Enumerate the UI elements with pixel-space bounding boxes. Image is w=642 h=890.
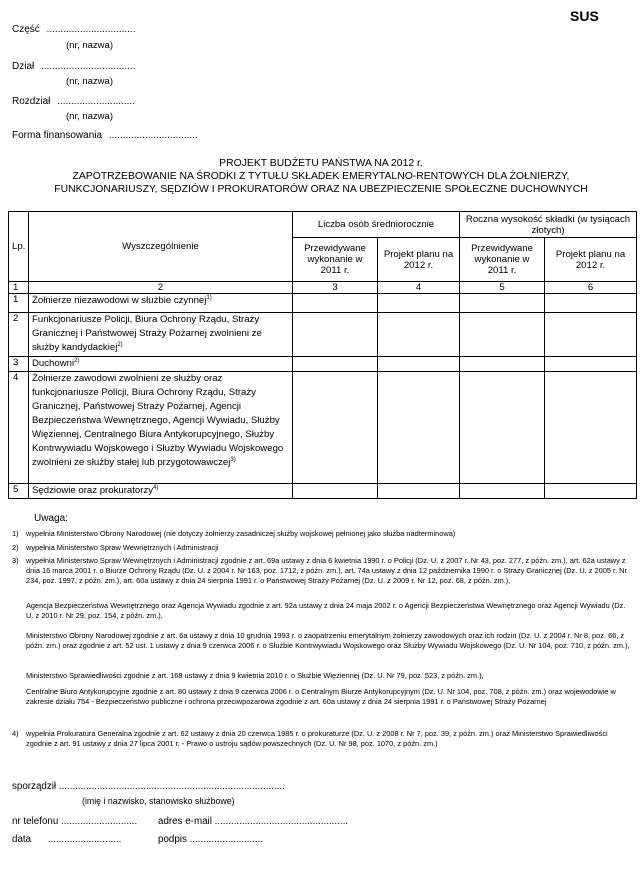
column-number: 5: [460, 282, 545, 294]
cell-input[interactable]: [545, 357, 637, 372]
prepared-label: sporządził: [12, 781, 57, 792]
footnote-mark: 2): [12, 543, 19, 552]
row-text: Duchowni: [32, 358, 75, 369]
cell-input[interactable]: [293, 294, 378, 313]
title-line: FUNKCJONARIUSZY, SĘDZIÓW I PROKURATORÓW ORAZ NA UBEZPIECZENIE SPOŁECZNE DUCHOWNYCH: [54, 184, 588, 195]
footnote-mark: 3): [12, 556, 19, 565]
header-plan-contribution: Projekt planu na 2012 r.: [545, 238, 637, 282]
table-row: [9, 484, 637, 499]
row-text: Sędziowie oraz prokuratorzy: [32, 485, 154, 496]
footnote-text: wypełnia Ministerstwo Obrony Narodowej (nie dotyczy żołnierzy zasadniczej służby wojskowej pełnionej jako służba nadterminowa): [26, 529, 456, 538]
footnote-text: Ministerstwo Obrony Narodowej zgodnie z art. 6a ustawy z dnia 10 grudnia 1993 r. o zaopatrzeniu emerytalnym żołnierzy zawodowych oraz ich rodzin (Dz. U. z 2004 r. Nr 8, poz. 66, z późn. zm.) oraz zgodnie z art. 52 ust. 1 ustawy z dnia 9 czerwca 2006 r. o Służbie Kontrwywiadu Wojskowego oraz Służby Wywiadu Wojskowego (Dz. U. Nr 104, poz. 710, z późn. zm.),: [26, 631, 630, 650]
row-text: Funkcjonariusze Policji, Biura Ochrony Rządu, Straży Granicznej i Państwowej Straży Pożarnej zwolnieni ze służby kandydackiej: [32, 314, 262, 353]
cell-input[interactable]: [460, 484, 545, 499]
table-row: [9, 372, 637, 484]
footnote-text: Centralne Biuro Antykorupcyjne zgodnie z art. 80 ustawy z dnia 9 czerwca 2006 r. o Centralnym Biurze Antykorupcyjnym (Dz. U. Nr 104, poz. 708, z późn. zm.) oraz wojewodowie w zakresie działu 754 - Bezpieczeństwo publiczne i ochrona przeciwpożarowa zgodnie z art. 60a ustawy z dnia 24 sierpnia 1991 r. o Państwowej Straży Pożarnej: [26, 687, 616, 706]
header-expected-persons: Przewidywane wykonanie w 2011 r.: [293, 238, 378, 282]
prepared-by-field[interactable]: [12, 781, 285, 792]
row-text: Żołnierze niezawodowi w służbie czynnej: [32, 295, 207, 306]
row-lp: 5: [9, 484, 29, 499]
row-description: [29, 484, 293, 499]
field-hint: (nr, nazwa): [66, 40, 113, 51]
footnote-text: Agencja Bezpieczeństwa Wewnętrznego oraz Agencja Wywiadu zgodnie z art. 92a ustawy z dnia 24 maja 2002 r. o Agencji Bezpieczeństwa Wewnętrznego oraz Agencji Wywiadu (Dz. U. z 2010 r. Nr 29, poz. 154, z późn. zm.),: [26, 601, 626, 620]
cell-input[interactable]: [378, 372, 460, 484]
signature-label: podpis: [158, 834, 187, 845]
field-dots: ................................: [46, 24, 136, 35]
row-lp: 3: [9, 357, 29, 372]
prepared-hint: (imię i nazwisko, stanowisko służbowe): [82, 796, 235, 806]
footnote-ref: 4): [153, 484, 159, 491]
cell-input[interactable]: [378, 357, 460, 372]
row-description: [29, 357, 293, 372]
table-row: [9, 357, 637, 372]
email-dots: .................................................: [214, 816, 349, 827]
cell-input[interactable]: [293, 484, 378, 499]
field-rozdzial[interactable]: [12, 96, 135, 107]
header-expected-contribution: Przewidywane wykonanie w 2011 r.: [460, 238, 545, 282]
cell-input[interactable]: [293, 357, 378, 372]
signature-field[interactable]: [158, 834, 263, 845]
title-line: PROJEKT BUDŻETU PAŃSTWA NA 2012 r.: [219, 158, 423, 169]
header-description: Wyszczególnienie: [29, 212, 293, 282]
phone-field[interactable]: [12, 816, 137, 827]
cell-input[interactable]: [378, 484, 460, 499]
title-line: ZAPOTRZEBOWANIE NA ŚRODKI Z TYTUŁU SKŁADEK EMERYTALNO-RENTOWYCH DLA ŻOŁNIERZY,: [72, 171, 570, 182]
footnote-text: wypełnia Ministerstwo Spraw Wewnętrznych i Administracji: [26, 543, 219, 552]
footnote-ref: 3): [230, 456, 236, 463]
field-dots: ..................................: [41, 61, 136, 72]
column-number: 2: [29, 282, 293, 294]
cell-input[interactable]: [545, 484, 637, 499]
row-lp: 1: [9, 294, 29, 313]
footnote-ref: 2): [74, 357, 80, 364]
footnote-text: wypełnia Ministerstwo Spraw Wewnętrznych i Administracji zgodnie z art. 69a ustawy z dnia 6 kwietnia 1990 r. o Policji (Dz. U. z 2007 r. Nr 43, poz. 277, z późn. zm.), art. 62a ustawy z dnia 16 marca 2001 r. o Biurze Ochrony Rządu (Dz. U. z 2004 r. Nr 163, poz. 1712, z późn. zm.), art. 74a ustawy z dnia 12 października 1990 r. o Straży Granicznej (Dz. U. z 2005 r. Nr 234, poz. 1997, z późn. zm.), art. 60a ustawy z dnia 24 sierpnia 1991 r. o Państwowej Straży Pożarnej (Dz. U. z 2009 r. Nr 12, poz. 68, z późn. zm.),: [26, 556, 627, 585]
cell-input[interactable]: [378, 313, 460, 357]
row-description: [29, 372, 293, 484]
cell-input[interactable]: [460, 357, 545, 372]
date-dots: ...........................: [47, 834, 122, 845]
cell-input[interactable]: [460, 313, 545, 357]
cell-input[interactable]: [460, 372, 545, 484]
field-label: Dział: [12, 61, 35, 72]
table-row: [9, 294, 637, 313]
footnote-ref: 1): [206, 294, 212, 301]
phone-dots: ............................: [61, 816, 138, 827]
header-plan-persons: Projekt planu na 2012 r.: [378, 238, 460, 282]
date-field[interactable]: [12, 834, 121, 845]
column-number: 1: [9, 282, 29, 294]
header-contribution: Roczna wysokość składki (w tysiącach złotych): [460, 212, 637, 238]
header-persons: Liczba osób średniorocznie: [293, 212, 460, 238]
row-text: Żołnierze zawodowi zwolnieni ze służby oraz funkcjonariusze Policji, Biura Ochrony Rządu, Straży Granicznej, Państwowej Straży Pożarnej, Agencji Bezpieczeństwa Wewnętrznego, Agencji Wywiadu, Służby Więziennej, Centralnego Biura Antykorupcyjnego, Służby Kontrwywiadu Wojskowego i Służby Wywiadu Wojskowego zwolnieni ze służby stałej lub przygotowawczej: [32, 373, 284, 468]
field-dzial[interactable]: [12, 61, 135, 72]
field-dots: ............................: [57, 96, 135, 107]
contributions-table: [8, 211, 637, 499]
footnote-text: wypełnia Prokuratura Generalna zgodnie z art. 62 ustawy z dnia 20 czerwca 1985 r. o prokuraturze (Dz. U. z 2008 r. Nr 7, poz. 39, z późn. zm.) oraz Ministerstwo Sprawiedliwości zgodnie z art. 91 ustawy z dnia 27 lipca 2001 r. - Prawo o ustroju sądów powszechnych (Dz. U. Nr 98, poz. 1070, z późn. zm.): [26, 729, 608, 748]
email-field[interactable]: [158, 816, 348, 827]
footnote-ref: 2): [117, 341, 123, 348]
footnote-text: Ministerstwo Sprawiedliwości zgodnie z art. 168 ustawy z dnia 9 kwietnia 2010 r. o Służbie Więziennej (Dz. U. Nr 79, poz. 523, z późn. zm.),: [26, 671, 484, 680]
field-hint: (nr, nazwa): [66, 76, 113, 87]
cell-input[interactable]: [545, 313, 637, 357]
column-number: 4: [378, 282, 460, 294]
cell-input[interactable]: [293, 313, 378, 357]
column-number: 3: [293, 282, 378, 294]
field-forma-finansowania[interactable]: [12, 130, 198, 141]
footnote-mark: 1): [12, 529, 19, 538]
header-lp: Lp.: [9, 212, 29, 282]
notes-title: Uwaga:: [34, 513, 68, 524]
cell-input[interactable]: [545, 294, 637, 313]
field-hint: (nr, nazwa): [66, 111, 113, 122]
date-label: data: [12, 834, 32, 845]
cell-input[interactable]: [378, 294, 460, 313]
field-czesc[interactable]: [12, 24, 135, 35]
field-dots: ................................: [108, 130, 198, 141]
field-label: Forma finansowania: [12, 130, 103, 141]
table-row: [9, 313, 637, 357]
row-description: [29, 294, 293, 313]
field-label: Rozdział: [12, 96, 51, 107]
row-description: [29, 313, 293, 357]
prepared-dots: ...................................................................................: [58, 781, 285, 792]
cell-input[interactable]: [460, 294, 545, 313]
field-label: Część: [12, 24, 40, 35]
document-title: [0, 157, 642, 196]
cell-input[interactable]: [545, 372, 637, 484]
signature-dots: ...........................: [189, 834, 264, 845]
footnote-mark: 4): [12, 729, 19, 738]
email-label: adres e-mail: [158, 816, 212, 827]
row-lp: 4: [9, 372, 29, 484]
column-number: 6: [545, 282, 637, 294]
form-code: SUS: [570, 8, 599, 24]
phone-label: nr telefonu: [12, 816, 59, 827]
row-lp: 2: [9, 313, 29, 357]
cell-input[interactable]: [293, 372, 378, 484]
